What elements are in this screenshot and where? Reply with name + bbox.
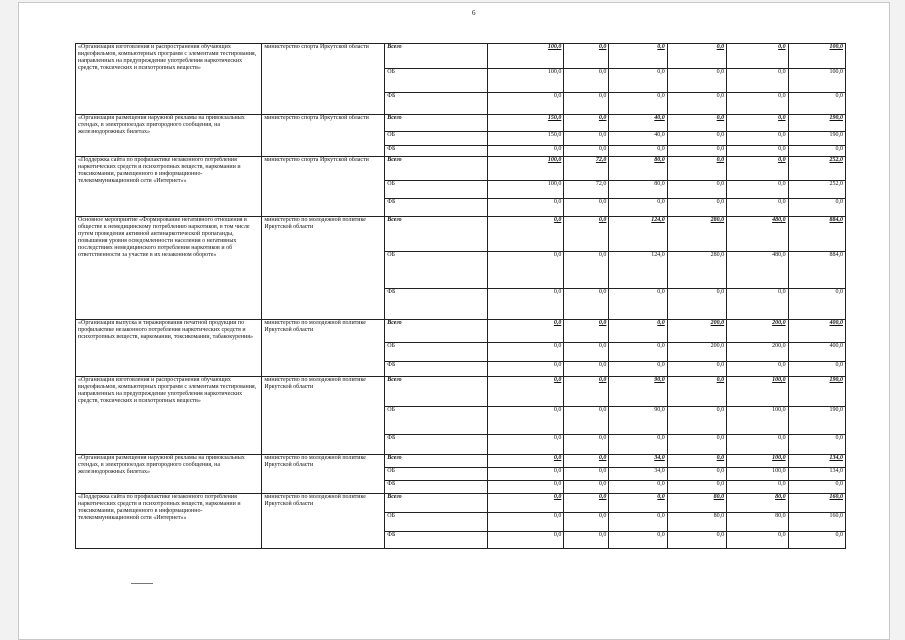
amount-cell: 0,0 — [609, 494, 667, 513]
amount-cell: 0,0 — [564, 44, 609, 69]
amount-cell: 0,0 — [609, 44, 667, 69]
amount-cell: 0,0 — [727, 362, 788, 377]
funding-source-cell: ОБ — [385, 69, 487, 93]
table-row — [76, 115, 846, 132]
amount-cell: 200,0 — [667, 320, 726, 343]
amount-cell: 0,0 — [564, 481, 609, 494]
amount-cell: 0,0 — [667, 377, 726, 407]
amount-cell: 884,0 — [788, 252, 845, 289]
activity-name-cell: «Организация изготовления и распространения обучающих видеофильмов, компьютерных программ с элементами тестирования, направленных на предупреждение употребления наркотических средств, токсических и психотропных веществ» — [76, 44, 262, 115]
amount-cell: 0,0 — [609, 146, 667, 157]
amount-cell: 0,0 — [667, 93, 726, 115]
amount-cell: 0,0 — [667, 146, 726, 157]
activity-name-cell: «Поддержка сайта по профилактике незаконного потребления наркотических средств и психотропных веществ, наркомании и токсикомании, размещенного в информационно-телекоммуникационной сети «Интернет»» — [76, 494, 262, 549]
amount-cell: 0,0 — [564, 513, 609, 532]
amount-cell: 190,0 — [788, 115, 845, 132]
funding-source-cell: ОБ — [385, 181, 487, 199]
amount-cell: 0,0 — [564, 69, 609, 93]
executor-cell: министерство спорта Иркутской области — [262, 115, 385, 157]
funding-source-cell: ОБ — [385, 343, 487, 362]
amount-cell: 190,0 — [788, 377, 845, 407]
amount-cell: 0,0 — [788, 93, 845, 115]
amount-cell: 0,0 — [727, 93, 788, 115]
amount-cell: 480,0 — [727, 217, 788, 252]
amount-cell: 80,0 — [609, 157, 667, 181]
funding-source-cell: ФБ — [385, 199, 487, 217]
funding-source-cell: ФБ — [385, 289, 487, 320]
amount-cell: 0,0 — [487, 407, 564, 435]
margin-mark — [131, 583, 153, 584]
amount-cell: 0,0 — [667, 407, 726, 435]
amount-cell: 80,0 — [667, 513, 726, 532]
amount-cell: 0,0 — [487, 468, 564, 481]
funding-source-cell: Всего — [385, 320, 487, 343]
amount-cell: 190,0 — [788, 407, 845, 435]
amount-cell: 200,0 — [727, 343, 788, 362]
amount-cell: 0,0 — [609, 199, 667, 217]
amount-cell: 0,0 — [564, 532, 609, 549]
amount-cell: 400,0 — [788, 343, 845, 362]
page-number: 6 — [472, 9, 476, 17]
funding-source-cell: ОБ — [385, 132, 487, 146]
funding-source-cell: ФБ — [385, 146, 487, 157]
amount-cell: 100,0 — [727, 455, 788, 468]
amount-cell: 150,0 — [487, 115, 564, 132]
executor-cell: министерство по молодежной политике Иркутской области — [262, 377, 385, 455]
funding-source-cell: Всего — [385, 44, 487, 69]
funding-source-cell: Всего — [385, 115, 487, 132]
amount-cell: 0,0 — [667, 481, 726, 494]
amount-cell: 100,0 — [487, 69, 564, 93]
table-row — [76, 44, 846, 69]
executor-cell: министерство по молодежной политике Иркутской области — [262, 494, 385, 549]
executor-cell: министерство спорта Иркутской области — [262, 44, 385, 115]
amount-cell: 80,0 — [727, 494, 788, 513]
amount-cell: 0,0 — [564, 468, 609, 481]
amount-cell: 124,0 — [609, 217, 667, 252]
activity-name-cell: «Организация размещения наружной рекламы на привокзальных стендах, в электропоездах пригородного сообщения, на железнодорожных билетах» — [76, 115, 262, 157]
amount-cell: 100,0 — [487, 181, 564, 199]
table-row — [76, 455, 846, 468]
amount-cell: 0,0 — [667, 181, 726, 199]
activity-name-cell: Основное мероприятие «Формирование негативного отношения в обществе к немедицинскому потреблению наркотиков, в том числе путем проведения активной антинаркотической пропаганды, повышения уровня осведомленности населения о негативных последствиях немедицинского потребления наркотиков и об ответственности за участие в их незаконном обороте» — [76, 217, 262, 320]
amount-cell: 0,0 — [487, 532, 564, 549]
amount-cell: 0,0 — [667, 289, 726, 320]
funding-source-cell: Всего — [385, 217, 487, 252]
activity-name-cell: «Организация выпуска и тиражирования печатной продукции по профилактике незаконного потребления наркотических средств и психотропных веществ, наркомании, токсикомании, табакокурения» — [76, 320, 262, 377]
amount-cell: 150,0 — [487, 132, 564, 146]
amount-cell: 0,0 — [487, 343, 564, 362]
amount-cell: 0,0 — [727, 69, 788, 93]
amount-cell: 0,0 — [667, 468, 726, 481]
funding-table — [75, 43, 846, 549]
amount-cell: 0,0 — [609, 481, 667, 494]
amount-cell: 160,0 — [788, 513, 845, 532]
amount-cell: 72,0 — [564, 157, 609, 181]
amount-cell: 0,0 — [667, 44, 726, 69]
activity-name-cell: «Организация размещения наружной рекламы на привокзальных стендах, в электропоездах пригородного сообщения, на железнодорожных билетах» — [76, 455, 262, 494]
amount-cell: 480,0 — [727, 252, 788, 289]
amount-cell: 34,0 — [609, 468, 667, 481]
amount-cell: 0,0 — [487, 320, 564, 343]
funding-source-cell: ОБ — [385, 513, 487, 532]
amount-cell: 0,0 — [609, 320, 667, 343]
amount-cell: 0,0 — [609, 69, 667, 93]
amount-cell: 884,0 — [788, 217, 845, 252]
amount-cell: 134,0 — [788, 468, 845, 481]
amount-cell: 0,0 — [609, 289, 667, 320]
amount-cell: 100,0 — [727, 407, 788, 435]
amount-cell: 0,0 — [564, 343, 609, 362]
amount-cell: 0,0 — [487, 494, 564, 513]
amount-cell: 0,0 — [788, 289, 845, 320]
amount-cell: 40,0 — [609, 132, 667, 146]
amount-cell: 0,0 — [788, 481, 845, 494]
amount-cell: 100,0 — [487, 44, 564, 69]
amount-cell: 0,0 — [564, 289, 609, 320]
amount-cell: 0,0 — [727, 435, 788, 455]
amount-cell: 0,0 — [609, 532, 667, 549]
table-row — [76, 494, 846, 513]
amount-cell: 0,0 — [487, 146, 564, 157]
activity-name-cell: «Поддержка сайта по профилактике незаконного потребления наркотических средств и психотропных веществ, наркомании и токсикомании, размещенного в информационно-телекоммуникационной сети «Интернет»» — [76, 157, 262, 217]
amount-cell: 0,0 — [727, 532, 788, 549]
amount-cell: 0,0 — [727, 132, 788, 146]
amount-cell: 0,0 — [788, 199, 845, 217]
amount-cell: 200,0 — [727, 320, 788, 343]
funding-source-cell: ОБ — [385, 407, 487, 435]
amount-cell: 0,0 — [788, 435, 845, 455]
amount-cell: 34,0 — [609, 455, 667, 468]
amount-cell: 0,0 — [487, 217, 564, 252]
amount-cell: 0,0 — [727, 181, 788, 199]
amount-cell: 0,0 — [487, 199, 564, 217]
amount-cell: 0,0 — [487, 481, 564, 494]
amount-cell: 0,0 — [564, 93, 609, 115]
funding-source-cell: ОБ — [385, 252, 487, 289]
amount-cell: 0,0 — [487, 93, 564, 115]
amount-cell: 0,0 — [667, 69, 726, 93]
amount-cell: 40,0 — [609, 115, 667, 132]
amount-cell: 0,0 — [487, 455, 564, 468]
amount-cell: 0,0 — [727, 157, 788, 181]
amount-cell: 134,0 — [788, 455, 845, 468]
amount-cell: 0,0 — [788, 532, 845, 549]
amount-cell: 0,0 — [667, 157, 726, 181]
table-row — [76, 320, 846, 343]
amount-cell: 124,0 — [609, 252, 667, 289]
funding-source-cell: Всего — [385, 157, 487, 181]
amount-cell: 0,0 — [487, 513, 564, 532]
amount-cell: 0,0 — [727, 199, 788, 217]
amount-cell: 90,0 — [609, 377, 667, 407]
amount-cell: 0,0 — [564, 362, 609, 377]
table-row — [76, 217, 846, 252]
amount-cell: 0,0 — [564, 377, 609, 407]
amount-cell: 0,0 — [667, 362, 726, 377]
amount-cell: 80,0 — [727, 513, 788, 532]
amount-cell: 0,0 — [564, 217, 609, 252]
amount-cell: 0,0 — [667, 115, 726, 132]
amount-cell: 100,0 — [487, 157, 564, 181]
executor-cell: министерство спорта Иркутской области — [262, 157, 385, 217]
table-row — [76, 157, 846, 181]
amount-cell: 0,0 — [788, 362, 845, 377]
amount-cell: 0,0 — [667, 532, 726, 549]
amount-cell: 80,0 — [609, 181, 667, 199]
table-body — [76, 44, 846, 549]
funding-source-cell: Всего — [385, 494, 487, 513]
amount-cell: 190,0 — [788, 132, 845, 146]
amount-cell: 72,0 — [564, 181, 609, 199]
amount-cell: 0,0 — [609, 435, 667, 455]
amount-cell: 0,0 — [609, 513, 667, 532]
amount-cell: 400,0 — [788, 320, 845, 343]
amount-cell: 0,0 — [609, 343, 667, 362]
amount-cell: 160,0 — [788, 494, 845, 513]
amount-cell: 0,0 — [564, 494, 609, 513]
amount-cell: 0,0 — [487, 289, 564, 320]
amount-cell: 0,0 — [487, 435, 564, 455]
amount-cell: 0,0 — [564, 435, 609, 455]
funding-source-cell: ФБ — [385, 362, 487, 377]
amount-cell: 0,0 — [727, 481, 788, 494]
funding-source-cell: ФБ — [385, 435, 487, 455]
amount-cell: 0,0 — [727, 146, 788, 157]
amount-cell: 0,0 — [727, 44, 788, 69]
funding-source-cell: ФБ — [385, 93, 487, 115]
amount-cell: 0,0 — [727, 115, 788, 132]
amount-cell: 0,0 — [564, 146, 609, 157]
funding-source-cell: ФБ — [385, 481, 487, 494]
amount-cell: 280,0 — [667, 217, 726, 252]
amount-cell: 0,0 — [564, 320, 609, 343]
amount-cell: 0,0 — [564, 455, 609, 468]
amount-cell: 100,0 — [788, 44, 845, 69]
funding-source-cell: Всего — [385, 455, 487, 468]
amount-cell: 0,0 — [667, 132, 726, 146]
funding-source-cell: ОБ — [385, 468, 487, 481]
amount-cell: 0,0 — [609, 93, 667, 115]
amount-cell: 80,0 — [667, 494, 726, 513]
amount-cell: 0,0 — [788, 146, 845, 157]
amount-cell: 0,0 — [667, 435, 726, 455]
amount-cell: 0,0 — [487, 252, 564, 289]
amount-cell: 280,0 — [667, 252, 726, 289]
table-row — [76, 377, 846, 407]
funding-source-cell: ФБ — [385, 532, 487, 549]
amount-cell: 0,0 — [667, 199, 726, 217]
amount-cell: 100,0 — [788, 69, 845, 93]
executor-cell: министерство по молодежной политике Иркутской области — [262, 455, 385, 494]
amount-cell: 0,0 — [727, 289, 788, 320]
amount-cell: 90,0 — [609, 407, 667, 435]
amount-cell: 0,0 — [667, 455, 726, 468]
executor-cell: министерство по молодежной политике Иркутской области — [262, 217, 385, 320]
amount-cell: 100,0 — [727, 468, 788, 481]
amount-cell: 100,0 — [727, 377, 788, 407]
amount-cell: 252,0 — [788, 181, 845, 199]
funding-source-cell: Всего — [385, 377, 487, 407]
amount-cell: 0,0 — [609, 362, 667, 377]
amount-cell: 0,0 — [564, 252, 609, 289]
amount-cell: 0,0 — [564, 199, 609, 217]
amount-cell: 0,0 — [564, 132, 609, 146]
amount-cell: 200,0 — [667, 343, 726, 362]
amount-cell: 0,0 — [487, 377, 564, 407]
amount-cell: 0,0 — [564, 407, 609, 435]
amount-cell: 252,0 — [788, 157, 845, 181]
executor-cell: министерство по молодежной политике Иркутской области — [262, 320, 385, 377]
amount-cell: 0,0 — [564, 115, 609, 132]
amount-cell: 0,0 — [487, 362, 564, 377]
document-page — [18, 2, 890, 640]
activity-name-cell: «Организация изготовления и распространения обучающих видеофильмов, компьютерных программ с элементами тестирования, направленных на предупреждение употребления наркотических средств, токсических и психотропных веществ» — [76, 377, 262, 455]
